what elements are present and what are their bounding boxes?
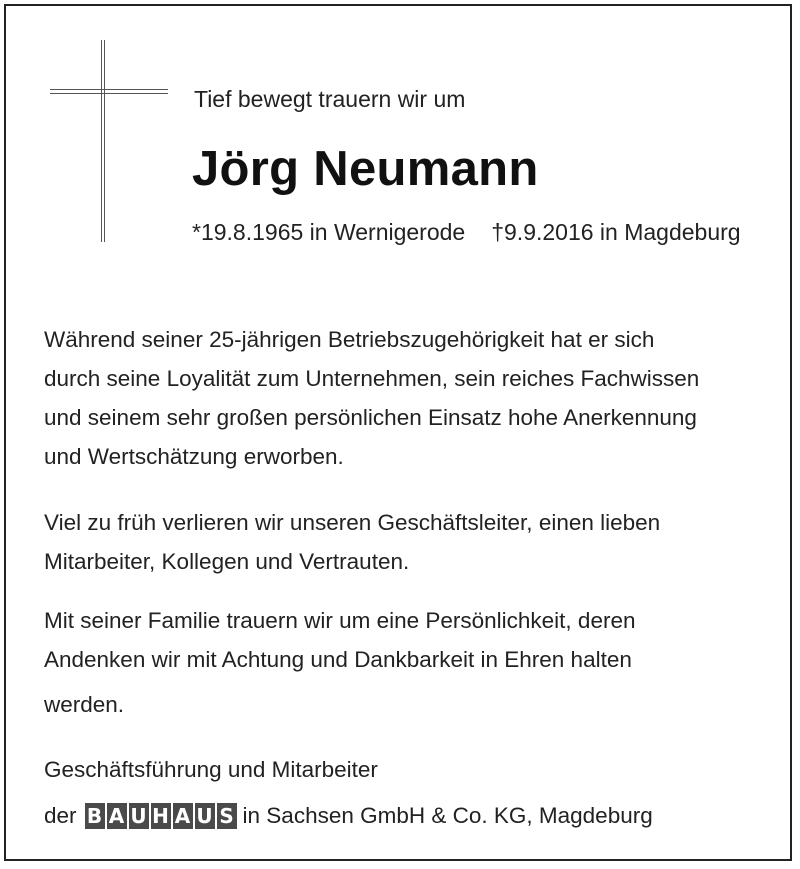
text-line: Während seiner 25-jährigen Betriebszugehörigkeit hat er sich (44, 327, 655, 352)
cross-icon-bar (50, 89, 168, 94)
text-line: Mit seiner Familie trauern wir um eine Persönlichkeit, deren (44, 608, 636, 633)
paragraph-family (44, 601, 635, 731)
text-line: Mitarbeiter, Kollegen und Vertrauten. (44, 549, 410, 574)
logo-letter: S (217, 803, 237, 829)
logo-letter: A (173, 803, 193, 829)
logo-letter: U (130, 804, 147, 828)
cross-icon (101, 40, 105, 242)
text-line: Viel zu früh verlieren wir unseren Geschäftsleiter, einen lieben (44, 510, 661, 535)
logo-letter: H (152, 804, 169, 828)
signature-line-1: Geschäftsführung und Mitarbeiter (44, 757, 378, 782)
bauhaus-logo (85, 803, 237, 829)
text-line: werden. (44, 692, 125, 717)
life-dates (192, 219, 741, 246)
text-line: und Wertschätzung erworben. (44, 444, 344, 469)
text-line: Andenken wir mit Achtung und Dankbarkeit in Ehren halten (44, 647, 632, 672)
signature-prefix: der (44, 803, 77, 828)
paragraph-loss (44, 503, 660, 581)
signature-suffix: in Sachsen GmbH & Co. KG, Magdeburg (242, 803, 653, 828)
text-line: durch seine Loyalität zum Unternehmen, sein reiches Fachwissen (44, 366, 700, 391)
birth-date: *19.8.1965 in Wernigerode (192, 219, 466, 245)
paragraph-tenure (44, 320, 699, 476)
intro-text: Tief bewegt trauern wir um (194, 86, 466, 112)
logo-letter: A (107, 803, 127, 829)
deceased-name: Jörg Neumann (192, 142, 539, 196)
logo-letter: U (196, 804, 213, 828)
signature-line-2 (44, 803, 653, 829)
text-line: und seinem sehr großen persönlichen Einsatz hohe Anerkennung (44, 405, 697, 430)
logo-letter: B (85, 803, 105, 829)
death-date: †9.9.2016 in Magdeburg (491, 219, 741, 245)
